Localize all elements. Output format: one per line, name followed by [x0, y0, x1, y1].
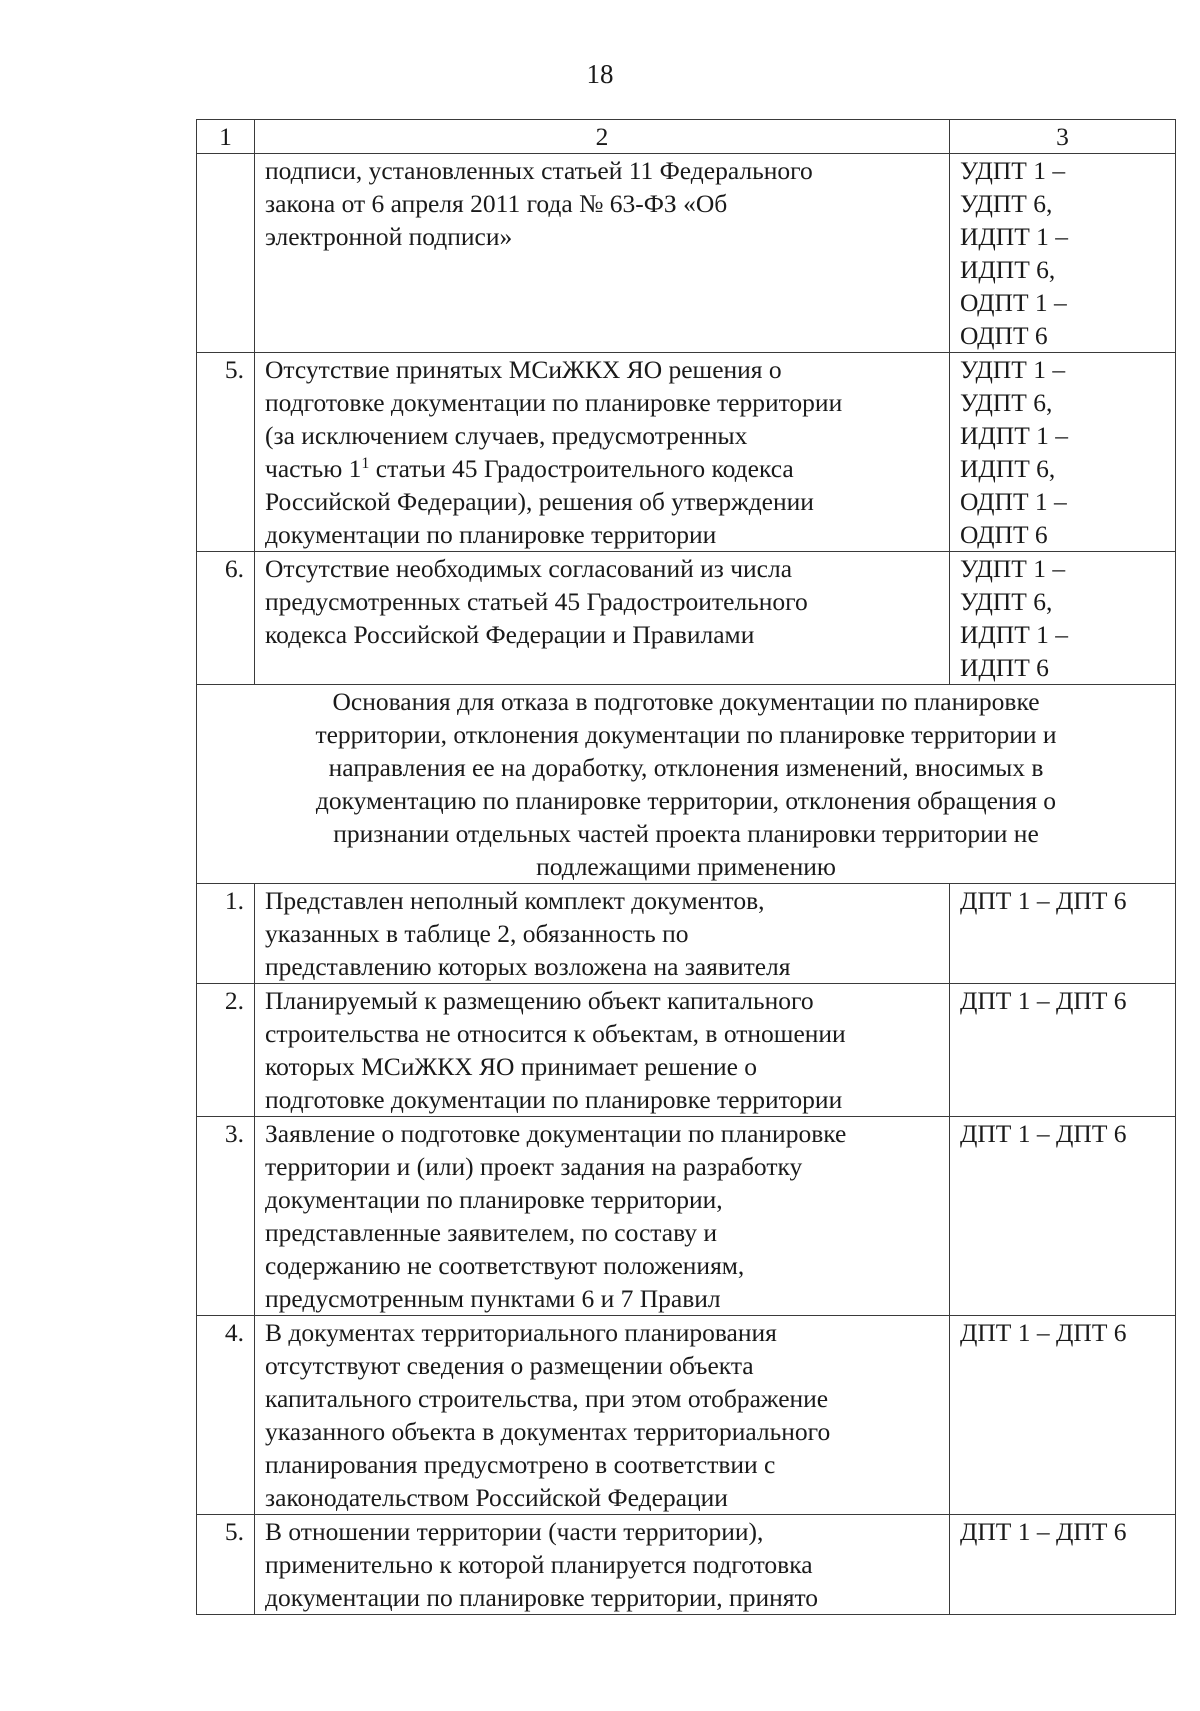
- text-line: территории и (или) проект задания на разработку: [265, 1152, 803, 1181]
- table-header-row: [197, 120, 1176, 154]
- code-line: ДПТ 1 – ДПТ 6: [960, 1318, 1127, 1347]
- text-line: документации по планировке территории,: [265, 1185, 723, 1214]
- table-row: [197, 154, 1176, 353]
- row-codes: [950, 154, 1176, 353]
- code-line: ИДПТ 1 –: [960, 222, 1069, 251]
- row-codes: [950, 1316, 1176, 1515]
- code-line: ОДПТ 1 –: [960, 487, 1067, 516]
- heading-line: направления ее на доработку, отклонения изменений, вносимых в: [328, 753, 1044, 782]
- code-line: ОДПТ 1 –: [960, 288, 1067, 317]
- text-line: кодекса Российской Федерации и Правилами: [265, 620, 755, 649]
- text-line: законодательством Российской Федерации: [265, 1483, 728, 1512]
- row-codes: [950, 984, 1176, 1117]
- text-line: Заявление о подготовке документации по планировке: [265, 1119, 847, 1148]
- heading-line: Основания для отказа в подготовке документации по планировке: [332, 687, 1040, 716]
- text-fragment: статьи 45 Градостроительного кодекса: [369, 454, 794, 483]
- text-line: подписи, установленных статьей 11 Федерального: [265, 156, 813, 185]
- code-line: УДПТ 1 –: [960, 355, 1066, 384]
- section-heading-row: [197, 685, 1176, 884]
- code-line: ДПТ 1 – ДПТ 6: [960, 1517, 1127, 1546]
- row-codes: [950, 552, 1176, 685]
- column-header-3: 3: [950, 120, 1176, 154]
- row-number: 5.: [197, 353, 255, 552]
- text-line: представленные заявителем, по составу и: [265, 1218, 718, 1247]
- table-row: [197, 552, 1176, 685]
- text-line: подготовке документации по планировке территории: [265, 1085, 843, 1114]
- code-line: ДПТ 1 – ДПТ 6: [960, 886, 1127, 915]
- table-row: [197, 884, 1176, 984]
- text-line: предусмотренным пунктами 6 и 7 Правил: [265, 1284, 721, 1313]
- row-number: 3.: [197, 1117, 255, 1316]
- heading-line: территории, отклонения документации по планировке территории и: [315, 720, 1057, 749]
- code-line: ИДПТ 6,: [960, 454, 1056, 483]
- row-number: 6.: [197, 552, 255, 685]
- text-line: В документах территориального планирования: [265, 1318, 777, 1347]
- code-line: ОДПТ 6: [960, 520, 1048, 549]
- row-codes: [950, 353, 1176, 552]
- row-codes: [950, 884, 1176, 984]
- code-line: УДПТ 6,: [960, 587, 1053, 616]
- code-line: ДПТ 1 – ДПТ 6: [960, 1119, 1127, 1148]
- code-line: ОДПТ 6: [960, 321, 1048, 350]
- code-line: ИДПТ 1 –: [960, 421, 1069, 450]
- column-header-2: 2: [255, 120, 950, 154]
- table-row: [197, 353, 1176, 552]
- text-line: В отношении территории (части территории),: [265, 1517, 764, 1546]
- text-line: Планируемый к размещению объект капитального: [265, 986, 814, 1015]
- table-row: [197, 1515, 1176, 1615]
- code-line: ДПТ 1 – ДПТ 6: [960, 986, 1127, 1015]
- column-header-1: 1: [197, 120, 255, 154]
- code-line: УДПТ 6,: [960, 189, 1053, 218]
- code-line: ИДПТ 6,: [960, 255, 1056, 284]
- page-number: 18: [586, 59, 614, 89]
- text-line: строительства не относится к объектам, в отношении: [265, 1019, 846, 1048]
- row-text: [255, 154, 950, 353]
- text-line: документации по планировке территории: [265, 520, 717, 549]
- text-line: содержанию не соответствуют положениям,: [265, 1251, 745, 1280]
- heading-line: подлежащими применению: [536, 852, 836, 881]
- text-line: документации по планировке территории, принято: [265, 1583, 819, 1612]
- row-number: 2.: [197, 984, 255, 1117]
- code-line: ИДПТ 6: [960, 653, 1049, 682]
- text-fragment: частью 1: [265, 454, 362, 483]
- text-line: [265, 452, 939, 485]
- row-text: [255, 353, 950, 552]
- text-line: указанного объекта в документах территориального: [265, 1417, 831, 1446]
- row-codes: [950, 1117, 1176, 1316]
- text-line: Российской Федерации), решения об утверждении: [265, 487, 814, 516]
- text-line: Отсутствие принятых МСиЖКХ ЯО решения о: [265, 355, 782, 384]
- row-text: [255, 884, 950, 984]
- row-number: 1.: [197, 884, 255, 984]
- text-line: капитального строительства, при этом отображение: [265, 1384, 829, 1413]
- row-codes: [950, 1515, 1176, 1615]
- table-row: [197, 984, 1176, 1117]
- row-text: [255, 552, 950, 685]
- code-line: ИДПТ 1 –: [960, 620, 1069, 649]
- text-line: подготовке документации по планировке территории: [265, 388, 843, 417]
- text-line: закона от 6 апреля 2011 года № 63-ФЗ «Об: [265, 189, 728, 218]
- code-line: УДПТ 1 –: [960, 554, 1066, 583]
- text-line: Представлен неполный комплект документов,: [265, 886, 765, 915]
- row-number: 4.: [197, 1316, 255, 1515]
- section-heading: [197, 685, 1176, 884]
- text-line: отсутствуют сведения о размещении объекта: [265, 1351, 754, 1380]
- heading-line: признании отдельных частей проекта планировки территории не: [333, 819, 1039, 848]
- heading-line: документацию по планировке территории, отклонения обращения о: [315, 786, 1057, 815]
- text-line: применительно к которой планируется подготовка: [265, 1550, 813, 1579]
- text-line: (за исключением случаев, предусмотренных: [265, 421, 748, 450]
- table-row: [197, 1117, 1176, 1316]
- row-text: [255, 1515, 950, 1615]
- row-text: [255, 1117, 950, 1316]
- text-line: указанных в таблице 2, обязанность по: [265, 919, 689, 948]
- row-number: 5.: [197, 1515, 255, 1615]
- code-line: УДПТ 1 –: [960, 156, 1066, 185]
- grounds-table: [196, 119, 1176, 1615]
- table-row: [197, 1316, 1176, 1515]
- text-line: Отсутствие необходимых согласований из числа: [265, 554, 793, 583]
- text-line: планирования предусмотрено в соответствии с: [265, 1450, 776, 1479]
- row-text: [255, 984, 950, 1117]
- text-line: предусмотренных статьей 45 Градостроительного: [265, 587, 808, 616]
- text-line: электронной подписи»: [265, 222, 513, 251]
- text-line: которых МСиЖКХ ЯО принимает решение о: [265, 1052, 758, 1081]
- row-text: [255, 1316, 950, 1515]
- text-line: представлению которых возложена на заявителя: [265, 952, 791, 981]
- superscript: 1: [361, 455, 370, 472]
- code-line: УДПТ 6,: [960, 388, 1053, 417]
- row-number: [197, 154, 255, 353]
